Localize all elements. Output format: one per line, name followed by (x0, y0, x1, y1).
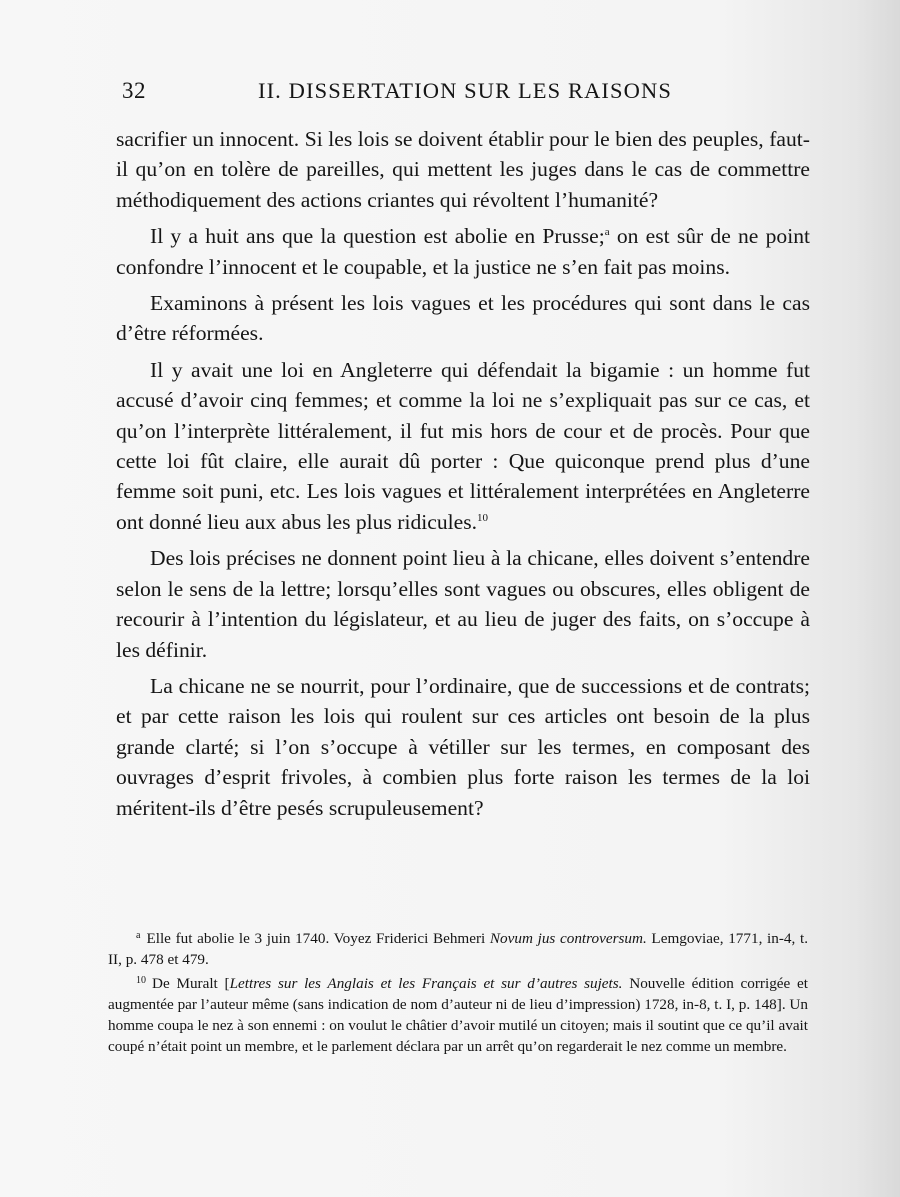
footnote-10-italic: Lettres sur les Anglais et les Français et sur d’autres sujets. (229, 975, 623, 992)
footnote-10-text-before: De Muralt [ (152, 975, 230, 992)
running-title: II. DISSERTATION SUR LES RAISONS (258, 78, 672, 103)
paragraph-5: Des lois précises ne donnent point lieu à la chicane, elles doivent s’entendre selon le sens de la lettre; lorsqu’elles sont vagues ou obscures, elles obligent de recourir à l’intention du législateur, et au lieu de juger des faits, on s’occupe à les définir. (116, 546, 810, 662)
footnote-10-text-after: Nouvelle édition corrigée et augmentée par l’auteur même (sans indication de nom d’auteur ni de lieu d’impression) 1728, in-8, t. I, p. 148]. Un homme coupa le nez à son ennemi : on voulut le châtier d’avoir mutilé un citoyen; mais il soutint que ce qu’il avait coupé n’était point un membre, et le parlement déclara par un arrêt qu’on regarderait le nez comme un membre. (108, 975, 808, 1055)
footnote-a-text-before: Elle fut abolie le 3 juin 1740. Voyez Friderici Behmeri (146, 930, 490, 947)
footnote-a-italic: Novum jus controversum. (489, 930, 647, 947)
footnote-a-text-after: Lemgoviae, 1771, in-4, t. II, p. 478 et 479. (108, 930, 808, 968)
paragraph-4 (116, 355, 810, 537)
footnote-10-mark: 10 (136, 975, 146, 986)
footnote-10 (108, 973, 808, 1057)
footnote-a (108, 928, 808, 970)
paragraph-2-text: Il y a huit ans que la question est abolie en Prusse; (150, 224, 605, 249)
footnote-ref-a: a (604, 226, 610, 239)
footnote-a-mark: a (136, 930, 141, 941)
paragraph-2 (116, 221, 810, 282)
paragraph-6: La chicane ne se nourrit, pour l’ordinaire, que de successions et de contrats; et par cette raison les lois qui roulent sur ces articles ont besoin de la plus grande clarté; si l’on s’occupe à vétiller sur les termes, en composant des ouvrages d’esprit frivoles, à combien plus forte raison les termes de la loi méritent-ils d’être pesés scrupuleusement? (116, 673, 810, 820)
paragraph-3: Examinons à présent les lois vagues et les procédures qui sont dans le cas d’être réformées. (116, 291, 810, 346)
paragraph-4-text: Il y avait une loi en Angleterre qui défendait la bigamie : un homme fut accusé d’avoir cinq femmes; et comme la loi ne s’expliquait pas sur ce cas, et qu’on l’interprète littéralement, il fut mis hors de cour et de procès. Pour que cette loi fût claire, elle aurait dû porter : Que quiconque prend plus d’une femme soit puni, etc. Les lois vagues et littéralement interprétées en Angleterre ont donné lieu aux abus les plus ridicules. (116, 357, 810, 534)
main-text (116, 124, 810, 829)
page-header (122, 78, 812, 112)
footnote-ref-10: 10 (477, 511, 489, 524)
paragraph-1: sacrifier un innocent. Si les lois se doivent établir pour le bien des peuples, faut-il qu’on en tolère de pareilles, qui mettent les juges dans le cas de commettre méthodiquement des actions criantes qui révoltent l’humanité? (116, 127, 810, 212)
paragraph-2-rest: on est sûr de ne point confondre l’innocent et le coupable, et la justice ne s’en fait pas moins. (116, 224, 810, 279)
footnotes (108, 928, 808, 1060)
page-number: 32 (122, 78, 146, 103)
